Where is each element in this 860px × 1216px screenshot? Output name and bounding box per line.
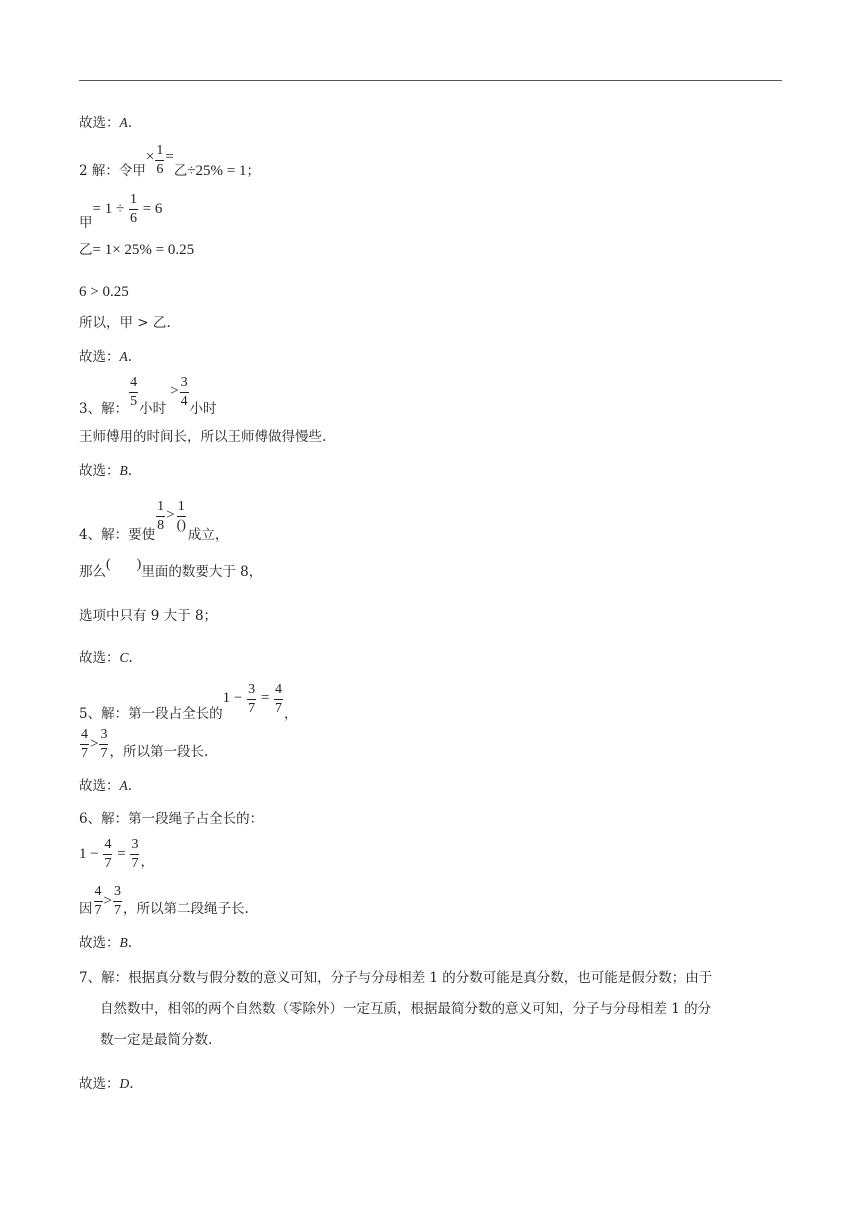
numerator: 1: [129, 193, 138, 210]
numerator: 1: [177, 500, 186, 517]
right-paren: ): [136, 557, 142, 572]
q2-line-2: [79, 192, 163, 231]
text: 因: [79, 901, 93, 917]
numerator: 4: [94, 885, 103, 902]
conclusion: ，所以第二段绳子长.: [122, 901, 249, 917]
q4-line-3: [79, 610, 217, 624]
left-paren: (: [106, 557, 111, 572]
numerator: 4: [274, 683, 283, 700]
q5-line-1: [79, 682, 298, 722]
fraction: [180, 376, 189, 409]
comparison: 6 > 0.25: [79, 284, 129, 300]
denominator: 7: [131, 856, 139, 871]
choose-label: 故选：: [79, 115, 120, 131]
equals-sign: =: [257, 690, 274, 706]
greater-than: >: [170, 383, 179, 399]
expression: = 1 ÷: [92, 201, 128, 217]
semicolon: ；: [246, 163, 261, 179]
fraction: [103, 838, 112, 871]
denominator: 7: [248, 701, 256, 716]
paragraph-line: 自然数中，相邻的两个自然数（零除外）一定互质，根据最简分数的意义可知，分子与分母相差 1 的分: [100, 1001, 712, 1017]
numerator: 1: [156, 500, 165, 517]
q4-label: 4、解：要使: [79, 527, 156, 543]
denominator: 7: [104, 856, 112, 871]
numerator: 3: [113, 885, 122, 902]
blank-parentheses: [106, 558, 141, 572]
numerator: 3: [130, 838, 139, 855]
choose-label: 故选：: [79, 463, 120, 479]
unit: 小时: [189, 401, 217, 417]
equals-sign: =: [113, 846, 130, 862]
period: .: [127, 463, 133, 479]
answer-3-choice: [79, 464, 132, 479]
yi-label: 乙: [173, 163, 188, 179]
unit: 小时: [139, 401, 167, 417]
q2-line-1: [79, 144, 260, 177]
numerator: 4: [103, 838, 112, 855]
conclusion: ，所以第一段长.: [109, 744, 209, 760]
denominator: 7: [81, 746, 88, 761]
yi-label: 乙: [79, 242, 93, 258]
fraction: [247, 683, 256, 716]
fraction: [80, 728, 89, 761]
comma: ，: [140, 854, 154, 870]
numerator: 3: [247, 683, 256, 700]
denominator: (): [176, 518, 186, 533]
q4-line-1: [79, 499, 229, 543]
text: 选项中只有 9 大于 8；: [79, 608, 218, 624]
q2-line-3: [79, 243, 194, 258]
q5-line-2: [79, 728, 208, 761]
fraction: [176, 500, 187, 533]
q5-label: 5、解：第一段占全长的: [79, 706, 223, 722]
q6-line-2: [79, 838, 154, 871]
period: .: [127, 115, 133, 131]
after-text: 成立，: [187, 527, 229, 543]
q3-label: 3、解：: [79, 401, 129, 417]
paragraph-line: 数一定是最简分数.: [100, 1032, 213, 1048]
jia-label: 甲: [79, 215, 93, 231]
denominator: 7: [113, 903, 121, 918]
expression: 1 −: [79, 846, 103, 862]
conclusion: 所以，甲 > 乙.: [79, 315, 171, 331]
q4-line-2: [79, 557, 263, 580]
period: .: [127, 935, 133, 951]
denominator: 7: [94, 903, 102, 918]
fraction: [113, 885, 122, 918]
denominator: 7: [100, 746, 108, 761]
period: .: [127, 349, 133, 365]
numerator: 4: [80, 728, 89, 745]
fraction: [129, 376, 138, 409]
q2-line-5: [79, 317, 171, 331]
header-rule: [79, 80, 782, 81]
choice-letter: D: [119, 1076, 130, 1091]
fraction: [155, 144, 164, 177]
fraction: [99, 728, 108, 761]
numerator: 1: [155, 144, 164, 161]
comma: ，: [284, 706, 298, 722]
greater-than: >: [90, 736, 99, 752]
expression: 1 −: [222, 690, 247, 706]
denominator: 6: [156, 162, 164, 177]
q6-line-3: [79, 885, 249, 918]
equals-sign: =: [165, 149, 174, 165]
fraction: [274, 683, 283, 716]
fraction: [156, 500, 165, 533]
answer-1-choice: [79, 116, 132, 131]
choice-letter: B: [119, 463, 128, 478]
choose-label: 故选：: [79, 1076, 120, 1092]
choose-label: 故选：: [79, 778, 120, 794]
fraction: [94, 885, 103, 918]
numerator: 3: [180, 376, 189, 393]
choose-label: 故选：: [79, 935, 120, 951]
expression: = 1× 25% = 0.25: [92, 242, 195, 258]
numerator: 3: [99, 728, 108, 745]
q7-paragraph: [79, 963, 784, 1056]
numerator: 4: [129, 376, 138, 393]
text: 里面的数要大于 8，: [141, 564, 263, 580]
choice-letter: A: [119, 115, 128, 130]
fraction: [129, 193, 138, 226]
answer-5-choice: [79, 779, 132, 794]
denominator: 4: [180, 394, 188, 409]
greater-than: >: [103, 893, 112, 909]
paragraph-line: 7、解：根据真分数与假分数的意义可知，分子与分母相差 1 的分数可能是真分数，也可能是假分数；由于: [79, 970, 713, 986]
expression: ÷25% = 1: [187, 163, 247, 179]
choice-letter: B: [119, 935, 128, 950]
answer-6-choice: [79, 936, 132, 951]
q3-line-1: [79, 375, 217, 417]
period: .: [127, 778, 133, 794]
choice-letter: A: [119, 349, 128, 364]
text: 那么: [79, 564, 106, 580]
q2-label: 2 解：令甲: [79, 163, 146, 179]
fraction: [130, 838, 139, 871]
choice-letter: C: [119, 650, 129, 665]
choice-letter: A: [119, 778, 128, 793]
q6-label: 6、解：第一段绳子占全长的：: [79, 811, 264, 827]
denominator: 8: [157, 518, 165, 533]
choose-label: 故选：: [79, 349, 120, 365]
answer-4-choice: [79, 651, 133, 666]
times-sign: ×: [145, 149, 155, 165]
answer-7-choice: [79, 1077, 134, 1092]
denominator: 6: [129, 211, 137, 226]
result: = 6: [138, 201, 163, 217]
conclusion: 王师傅用的时间长，所以王师傅做得慢些.: [79, 429, 327, 445]
denominator: 7: [275, 701, 283, 716]
q6-line-1: [79, 813, 263, 827]
period: .: [129, 1076, 134, 1092]
q2-line-4: [79, 285, 129, 300]
denominator: 5: [130, 394, 138, 409]
q3-line-2: [79, 431, 326, 445]
greater-than: >: [166, 507, 175, 523]
choose-label: 故选：: [79, 650, 120, 666]
answer-2-choice: [79, 350, 132, 365]
period: .: [128, 650, 133, 666]
